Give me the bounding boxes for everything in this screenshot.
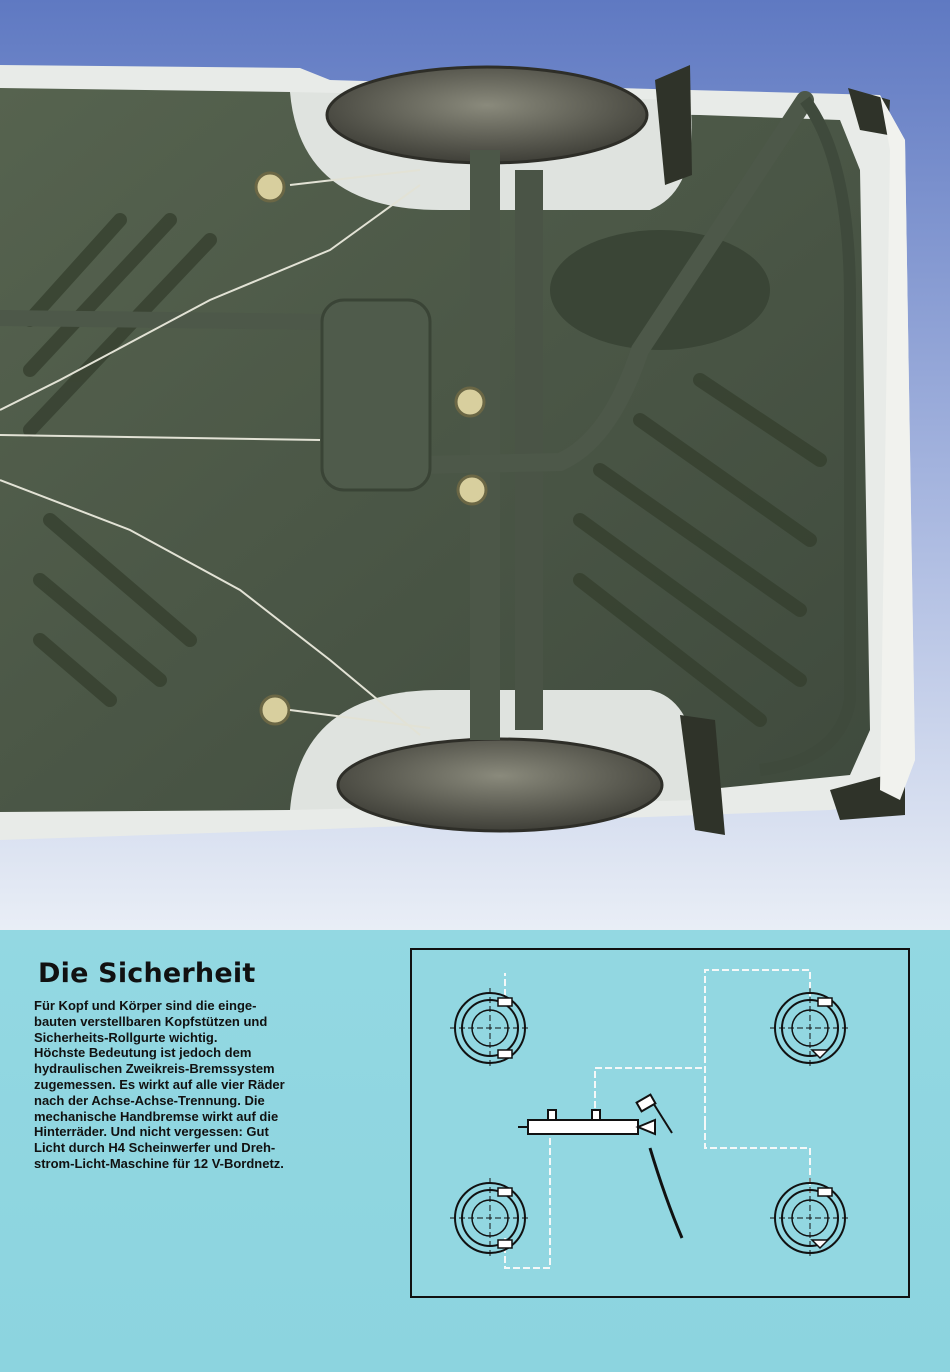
body-line: hydraulischen Zweikreis-Bremssystem: [34, 1061, 275, 1077]
body-line: strom-Licht-Maschine für 12 V-Bordnetz.: [34, 1155, 284, 1171]
brake-system-diagram: [410, 948, 910, 1298]
body-line: zugemessen. Es wirkt auf alle vier Räder: [34, 1076, 285, 1092]
body-line: Licht durch H4 Scheinwerfer und Dreh-: [34, 1140, 276, 1156]
body-line: Hinterräder. Und nicht vergessen: Gut: [34, 1124, 269, 1140]
body-line: Sicherheits-Rollgurte wichtig.: [34, 1029, 218, 1045]
body-line: mechanische Handbremse wirkt auf die: [34, 1108, 279, 1124]
section-heading: Die Sicherheit: [38, 958, 256, 989]
body-line: nach der Achse-Achse-Trennung. Die: [34, 1092, 265, 1108]
body-line: Für Kopf und Körper sind die einge-: [34, 998, 257, 1013]
body-line: bauten verstellbaren Kopfstützen und: [34, 1013, 268, 1029]
body-paragraph: [34, 998, 364, 1172]
body-line: Höchste Bedeutung ist jedoch dem: [34, 1045, 252, 1061]
